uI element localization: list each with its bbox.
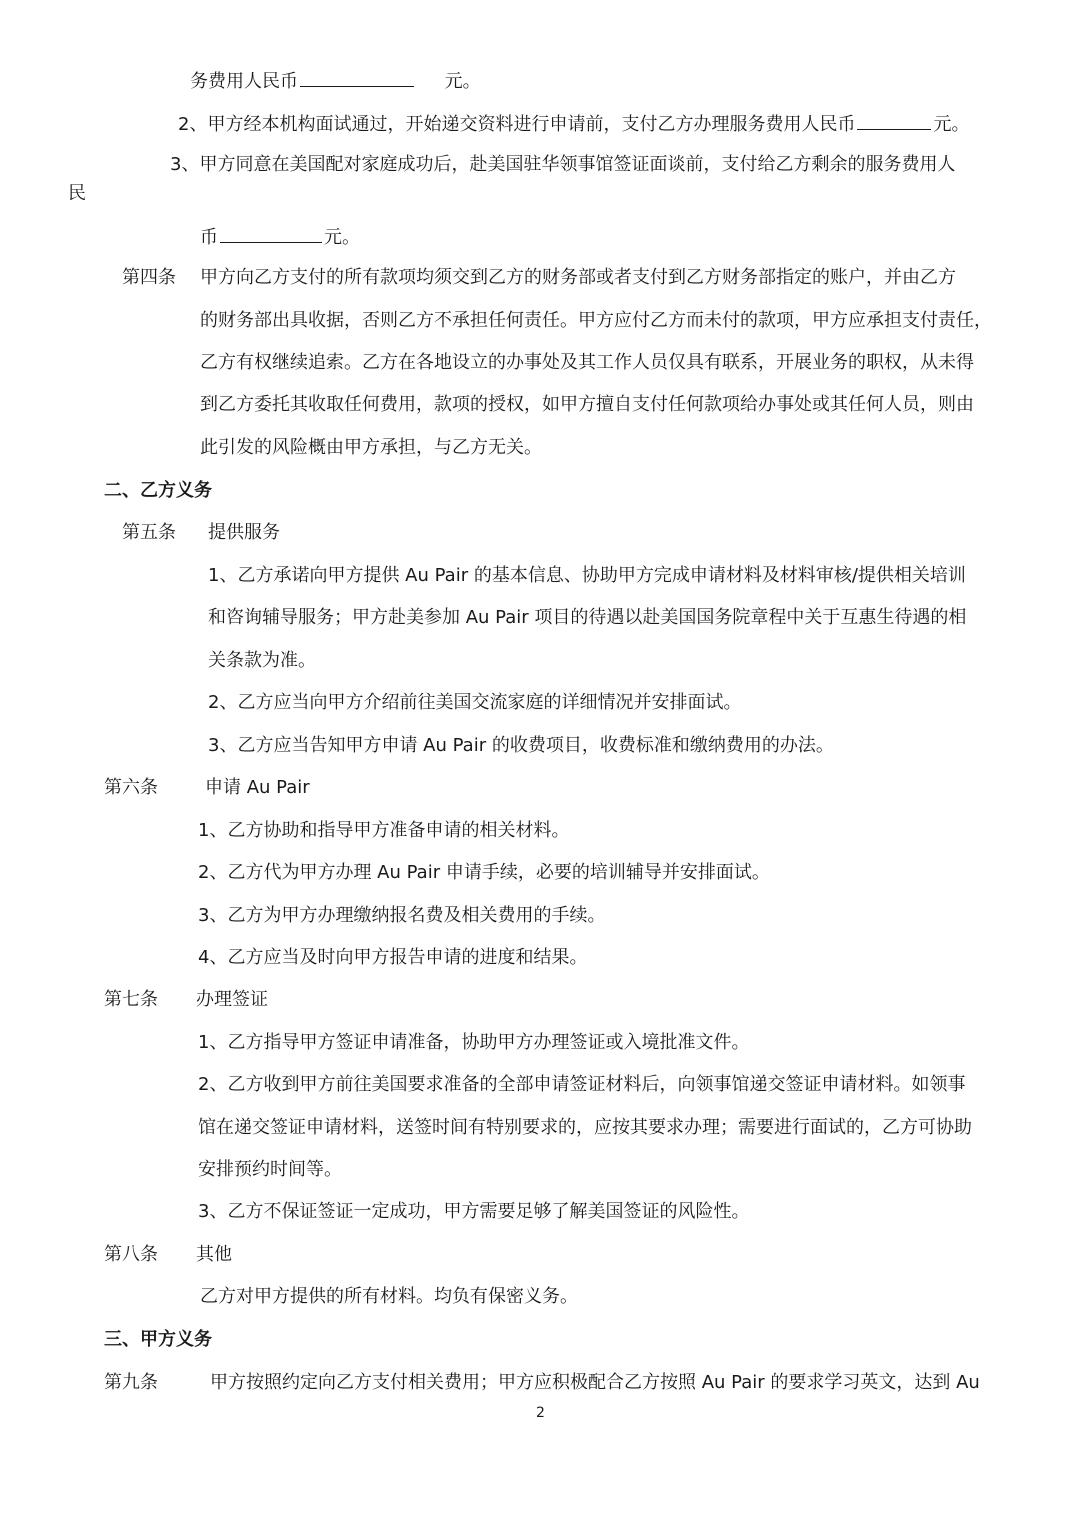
payment-line-3-amount [200, 224, 360, 250]
article-5-title: 提供服务 [208, 522, 280, 543]
article-8-title: 其他 [196, 1244, 232, 1265]
article-6-line: 3、乙方为甲方办理缴纳报名费及相关费用的手续。 [198, 905, 606, 926]
payment-line-2 [178, 111, 969, 137]
article-6-line: 4、乙方应当及时向甲方报告申请的进度和结果。 [198, 947, 588, 968]
article-6-line: 2、乙方代为甲方办理 Au Pair 申请手续，必要的培训辅导并安排面试。 [198, 862, 770, 883]
article-8-line: 乙方对甲方提供的所有材料。均负有保密义务。 [200, 1286, 578, 1307]
article-4-label: 第四条 [122, 267, 176, 288]
article-6-title: 申请 Au Pair [205, 777, 310, 798]
article-4-line: 此引发的风险概由甲方承担，与乙方无关。 [200, 437, 542, 458]
article-7-line: 馆在递交签证申请材料，送签时间有特别要求的，应按其要求办理；需要进行面试的，乙方可协助 [198, 1117, 972, 1138]
payment-line-1-text: 务费用人民币 [190, 71, 298, 92]
payment-line-1-suffix: 元。 [444, 71, 481, 92]
amount-blank-2 [857, 111, 931, 130]
section-3-heading: 三、甲方义务 [104, 1329, 212, 1350]
article-5-line: 关条款为准。 [208, 650, 316, 671]
article-7-title: 办理签证 [196, 989, 268, 1010]
article-4-line: 的财务部出具收据，否则乙方不承担任何责任。甲方应付乙方而未付的款项，甲方应承担支付责任， [200, 310, 992, 331]
article-4-line: 甲方向乙方支付的所有款项均须交到乙方的财务部或者支付到乙方财务部指定的账户，并由乙方 [200, 267, 956, 288]
article-5-line: 2、乙方应当向甲方介绍前往美国交流家庭的详细情况并安排面试。 [208, 692, 742, 713]
payment-line-1 [190, 68, 481, 94]
article-6-label: 第六条 [104, 777, 158, 798]
article-5-line: 和咨询辅导服务；甲方赴美参加 Au Pair 项目的待遇以赴美国国务院章程中关于互惠生待遇的相 [208, 607, 967, 628]
article-7-line: 2、乙方收到甲方前往美国要求准备的全部申请签证材料后，向领事馆递交签证申请材料。如领事 [198, 1074, 966, 1095]
article-5-line: 1、乙方承诺向甲方提供 Au Pair 的基本信息、协助甲方完成申请材料及材料审核/提供相关培训 [208, 565, 966, 586]
article-9-line: 甲方按照约定向乙方支付相关费用；甲方应积极配合乙方按照 Au Pair 的要求学习英文，达到 Au [210, 1372, 980, 1393]
payment-line-2-suffix: 元。 [933, 114, 970, 135]
article-4-line: 到乙方委托其收取任何费用，款项的授权，如甲方擅自支付任何款项给办事处或其任何人员，则由 [200, 394, 974, 415]
payment-line-3: 3、甲方同意在美国配对家庭成功后，赴美国驻华领事馆签证面谈前，支付给乙方剩余的服务费用人 [170, 154, 956, 175]
payment-line-3-amount-text: 币 [200, 227, 218, 248]
article-6-line: 1、乙方协助和指导甲方准备申请的相关材料。 [198, 820, 570, 841]
payment-line-3-amount-suffix: 元。 [324, 227, 360, 248]
article-7-line: 1、乙方指导甲方签证申请准备，协助甲方办理签证或入境批准文件。 [198, 1032, 750, 1053]
article-5-line: 3、乙方应当告知甲方申请 Au Pair 的收费项目，收费标准和缴纳费用的办法。 [208, 735, 834, 756]
article-5-label: 第五条 [122, 522, 176, 543]
amount-blank-3 [220, 224, 322, 243]
article-9-label: 第九条 [104, 1372, 158, 1393]
section-2-heading: 二、乙方义务 [104, 480, 212, 501]
article-4-line: 乙方有权继续追索。乙方在各地设立的办事处及其工作人员仅具有联系，开展业务的职权，从未得 [200, 352, 974, 373]
article-7-line: 3、乙方不保证签证一定成功，甲方需要足够了解美国签证的风险性。 [198, 1201, 750, 1222]
payment-line-2-text: 2、甲方经本机构面试通过，开始递交资料进行申请前，支付乙方办理服务费用人民币 [178, 114, 856, 135]
article-7-line: 安排预约时间等。 [198, 1159, 342, 1180]
article-7-label: 第七条 [104, 989, 158, 1010]
page-number: 2 [536, 1405, 545, 1421]
article-8-label: 第八条 [104, 1244, 158, 1265]
amount-blank-1 [300, 68, 414, 87]
payment-line-3-wrap: 民 [68, 183, 86, 204]
